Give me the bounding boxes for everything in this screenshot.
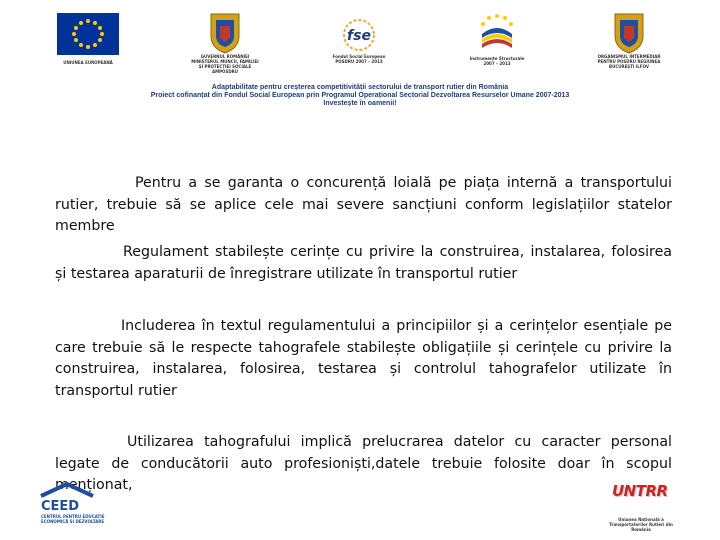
eu-caption: UNIUNEA EUROPEANĂ <box>63 60 113 65</box>
paragraph-3 <box>55 316 672 402</box>
paragraph-2-text: Regulament stabilește cerințe cu privire la construirea, instalarea, folosirea și testarea aparaturii de înregistrare utilizate în transportul rutier <box>55 244 672 282</box>
gov-caption: GUVERNUL ROMÂNIEI MINISTERUL MUNCII, FAMILIEI ȘI PROTECȚIEI SOCIALE AMPOSDRU <box>191 54 259 74</box>
paragraph-4 <box>55 432 672 497</box>
project-motto: Investește în oamenii! <box>323 100 397 107</box>
ceed-name: CEED <box>41 499 80 514</box>
gov-logo <box>190 12 260 74</box>
eu-logo <box>57 13 119 65</box>
oi-coat-of-arms-icon <box>596 12 662 54</box>
fse-caption: Fondul Social European POSDRU 2007 – 2013 <box>332 54 386 64</box>
fse-mark-icon <box>330 16 388 54</box>
paragraph-1-text: Pentru a se garanta o concurență loială pe piața internă a transportului rutier, trebuie să se aplice cele mai severe sancțiuni conform legislațiilor statelor membre <box>55 175 672 234</box>
untrr-caption: Uniunea Națională a Transportatorilor Rutieri din România <box>609 517 673 532</box>
project-header <box>90 84 630 108</box>
oi-caption: ORGANISMUL INTERMEDIAR PENTRU POSDRU REGIUNEA BUCUREȘTI ILFOV <box>597 54 661 69</box>
untrr-name: UNTRR <box>612 482 668 500</box>
structural-instruments-icon <box>468 12 526 56</box>
untrr-logo <box>612 482 672 500</box>
project-subtitle: Proiect cofinanțat din Fondul Social European prin Programul Operațional Sectorial Dezvoltarea Resurselor Umane 2007-2013 <box>150 92 570 99</box>
fse-mark-text: fse <box>347 28 371 44</box>
paragraph-4-text: Utilizarea tahografului implică prelucrarea datelor cu caracter personal legate de conducătorii auto profesioniști,datele trebuie folosite doar în scopul menționat, <box>55 434 672 493</box>
project-title: Adaptabilitate pentru creșterea competitivității sectorului de transport rutier din România <box>211 84 509 91</box>
ceed-logo <box>41 500 121 524</box>
paragraph-2 <box>55 242 672 285</box>
paragraph-1 <box>55 173 672 238</box>
coat-of-arms-icon <box>190 12 260 54</box>
fse-logo <box>330 16 388 64</box>
ceed-caption: CENTRUL PENTRU EDUCAȚIE ECONOMICĂ ȘI DEZVOLTARE <box>41 514 105 524</box>
is-logo <box>468 12 526 66</box>
oi-logo <box>596 12 662 69</box>
eu-flag-icon <box>57 13 119 55</box>
ceed-arrow-icon <box>39 482 95 498</box>
is-caption: Instrumente Structurale 2007 – 2013 <box>469 56 525 66</box>
paragraph-3-text: Includerea în textul regulamentului a principiilor și a cerințelor esențiale pe care trebuie să le respecte tahografele stabilește obligațiile și cerințele cu privire la construirea, instalarea, folosirea, testarea și controlul tahografelor utilizate în transportul rutier <box>55 318 672 399</box>
